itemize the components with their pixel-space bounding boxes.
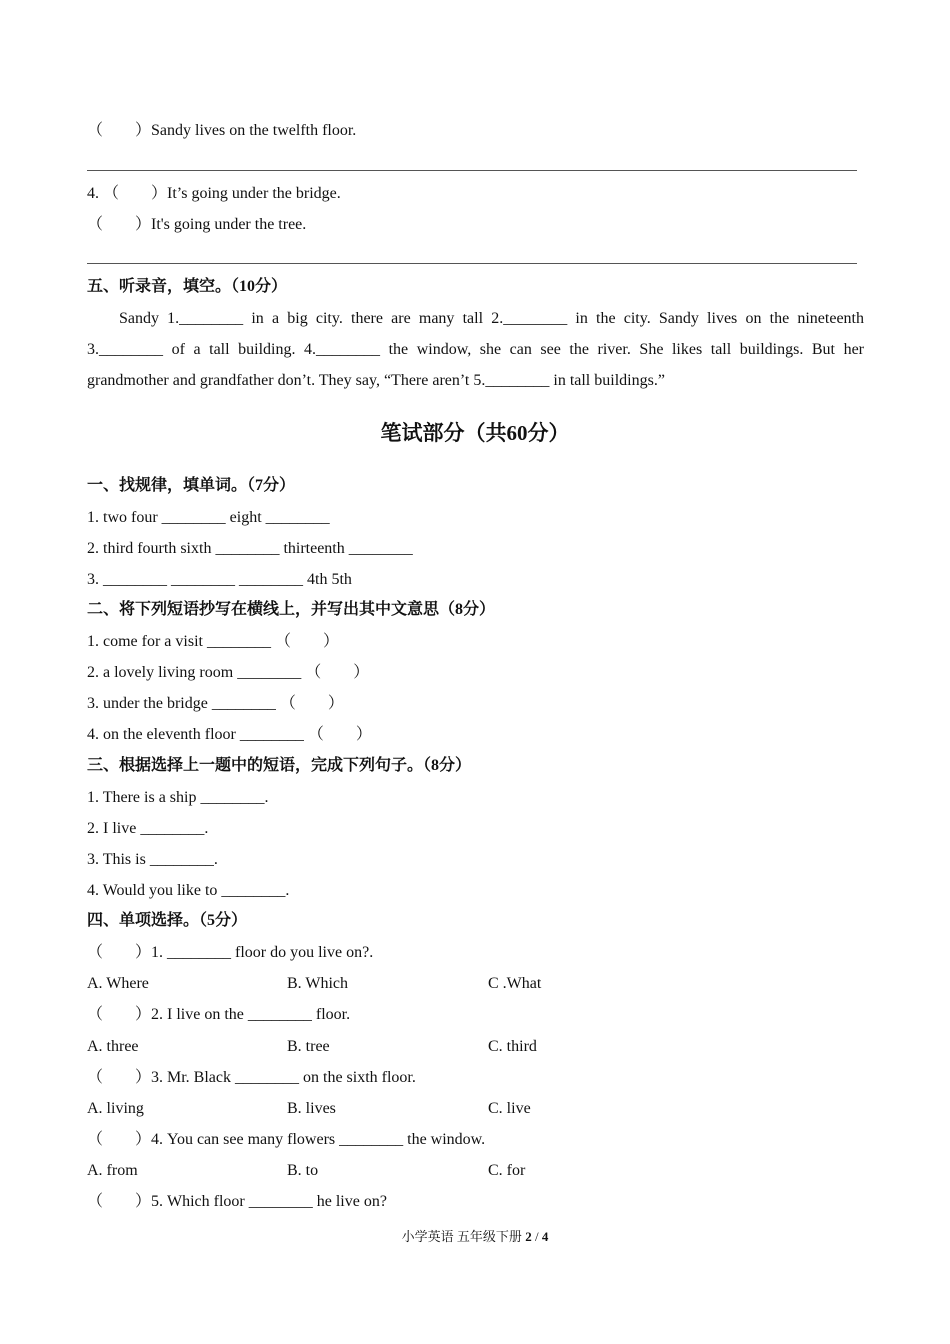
w4-q2-option-c: C. third <box>488 1038 537 1055</box>
footer-page-total: 4 <box>541 1229 549 1244</box>
section5-passage-line2: 3.________ of a tall building. 4.________ the window, she can see the river. She likes tall buildings. But her <box>87 341 864 358</box>
w2-item-4: 4. on the eleventh floor ________ （ ） <box>87 726 372 743</box>
w1-item-3: 3. ________ ________ ________ 4th 5th <box>87 571 352 588</box>
w2-heading: 二、将下列短语抄写在横线上，并写出其中文意思（8分） <box>87 601 496 618</box>
footer-page-number: 2 <box>525 1229 532 1244</box>
w4-q1-option-a: A. Where <box>87 975 149 992</box>
footer-separator: / <box>534 1229 539 1244</box>
w4-question-2: （ ）2. I live on the ________ floor. <box>87 1006 351 1023</box>
section5-passage-line1: Sandy 1.________ in a big city. there are many tall 2.________ in the city. Sandy lives on the nineteenth <box>119 310 864 327</box>
w4-q3-option-a: A. living <box>87 1100 144 1117</box>
w4-question-4: （ ）4. You can see many flowers ________ the window. <box>87 1131 486 1148</box>
w1-item-1: 1. two four ________ eight ________ <box>87 509 330 526</box>
w3-item-2: 2. I live ________. <box>87 820 209 837</box>
w4-q4-option-c: C. for <box>488 1162 526 1179</box>
w4-question-1: （ ）1. ________ floor do you live on?. <box>87 944 374 961</box>
w1-heading: 一、找规律，填单词。（7分） <box>87 477 296 494</box>
footer-subject: 小学英语 五年级下册 <box>401 1229 522 1244</box>
w4-question-5: （ ）5. Which floor ________ he live on? <box>87 1193 387 1210</box>
w4-q2-option-b: B. tree <box>287 1038 330 1055</box>
w2-item-2: 2. a lovely living room ________ （ ） <box>87 664 370 681</box>
w4-q4-option-a: A. from <box>87 1162 138 1179</box>
w3-item-4: 4. Would you like to ________. <box>87 882 290 899</box>
section5-heading: 五、听录音，填空。（10分） <box>87 278 288 295</box>
w1-item-2: 2. third fourth sixth ________ thirteenth ________ <box>87 540 413 557</box>
listening-q3-option-b: （ ）Sandy lives on the twelfth floor. <box>87 122 357 139</box>
section5-passage-line3: grandmother and grandfather don’t. They say, “There aren’t 5.________ in tall buildings.” <box>87 372 665 389</box>
w4-q1-option-b: B. Which <box>287 975 349 992</box>
w3-item-3: 3. This is ________. <box>87 851 218 868</box>
w4-q4-option-b: B. to <box>287 1162 319 1179</box>
w4-q1-option-c: C .What <box>488 975 542 992</box>
written-part-title: 笔试部分（共60分） <box>380 421 570 445</box>
w2-item-1: 1. come for a visit ________ （ ） <box>87 633 339 650</box>
answer-rule <box>87 170 857 171</box>
w4-q3-option-c: C. live <box>488 1100 531 1117</box>
w3-heading: 三、根据选择上一题中的短语，完成下列句子。（8分） <box>87 757 472 774</box>
page-footer <box>0 1229 950 1245</box>
listening-q4-option-b: （ ）It's going under the tree. <box>87 216 307 233</box>
w4-heading: 四、单项选择。（5分） <box>87 912 248 929</box>
w3-item-1: 1. There is a ship ________. <box>87 789 269 806</box>
w4-q3-option-b: B. lives <box>287 1100 336 1117</box>
w4-question-3: （ ）3. Mr. Black ________ on the sixth floor. <box>87 1069 416 1086</box>
w2-item-3: 3. under the bridge ________ （ ） <box>87 695 344 712</box>
w4-q2-option-a: A. three <box>87 1038 139 1055</box>
listening-q4-option-a: 4. （ ）It’s going under the bridge. <box>87 185 341 202</box>
answer-rule <box>87 263 857 264</box>
